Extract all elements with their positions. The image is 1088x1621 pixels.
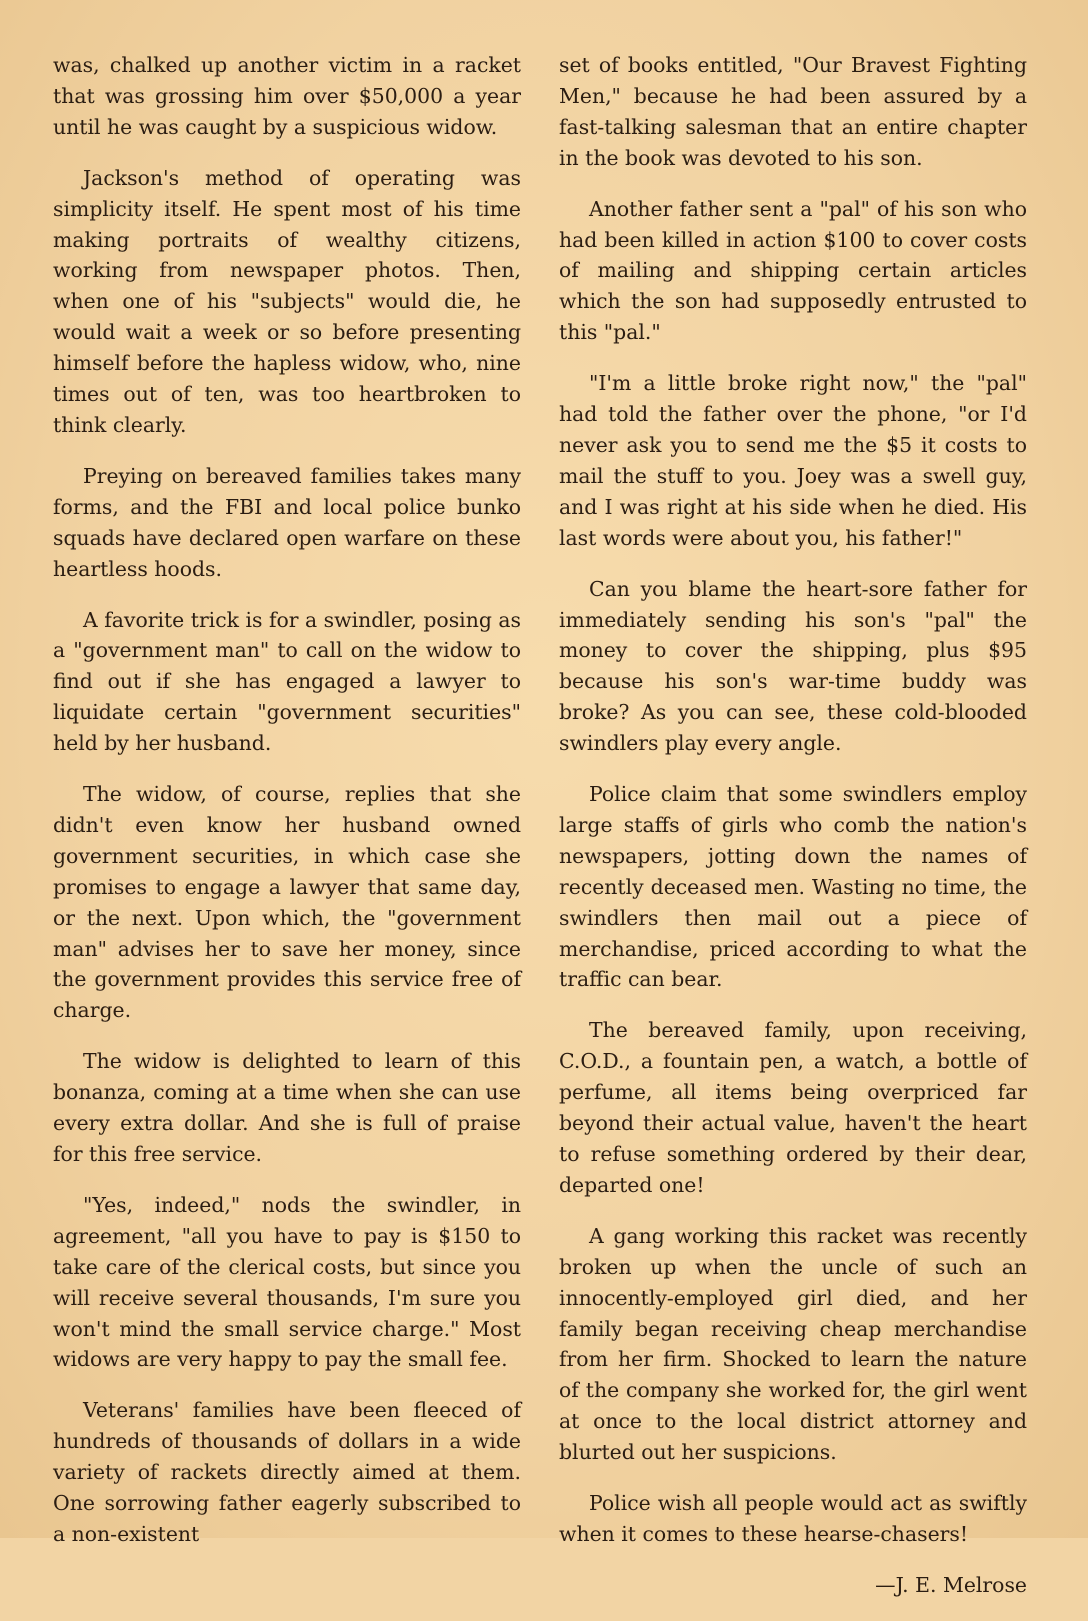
paragraph: Police wish all people would act as swiftly when it comes to these hearse-chasers!: [559, 1491, 1027, 1546]
paragraph: Another father sent a "pal" of his son who had been killed in action $100 to cover costs of mailing and shipping certain articles which the son had supposedly entrusted to this "pal.": [559, 196, 1027, 345]
paragraph: The bereaved family, upon receiving, C.O.D., a fountain pen, a watch, a bottle of perfume, all items being overpriced far beyond their actual value, haven't the heart to refuse something ordered by their dear, departed one!: [559, 1018, 1027, 1197]
paragraph: "Yes, indeed," nods the swindler, in agreement, "all you have to pay is $150 to take care of the clerical costs, but since you will receive several thousands, I'm sure you won't mind the small service charge." Most widows are very happy to pay the small fee.: [53, 1192, 521, 1372]
right-column: [559, 50, 1027, 1621]
paragraph: The widow is delighted to learn of this bonanza, coming at a time when she can use every extra dollar. And she is full of praise for this free service.: [53, 1049, 521, 1166]
paragraph: was, chalked up another victim in a racket that was grossing him over $50,000 a year until he was caught by a suspicious widow.: [53, 53, 521, 139]
author-signature: —J. E. Melrose: [875, 1572, 1027, 1597]
paragraph: Can you blame the heart-sore father for immediately sending his son's "pal" the money to cover the shipping, plus $95 because his son's war-time buddy was broke? As you can see, these cold-blooded swindlers play every angle.: [559, 576, 1027, 756]
paragraph: "I'm a little broke right now," the "pal" had told the father over the phone, "or I'd never ask you to send me the $5 it costs to mail the stuff to you. Joey was a swell guy, and I was right at his side when he died. His last words were about you, his father!": [559, 371, 1027, 550]
paragraph: A favorite trick is for a swindler, posing as a "government man" to call on the widow to find out if she has engaged a lawyer to liquidate certain "government securities" held by her husband.: [53, 607, 521, 756]
paragraph: Preying on bereaved families takes many forms, and the FBI and local police bunko squads have declared open warfare on these heartless hoods.: [53, 463, 521, 581]
paragraph: Jackson's method of operating was simplicity itself. He spent most of his time making portraits of wealthy citizens, working from newspaper photos. Then, when one of his "subjects" would die, he would wait a week or so before presenting himself before the hapless widow, who, nine times out of ten, was too heartbroken to think clearly.: [53, 165, 521, 437]
left-column: [53, 50, 521, 1570]
paragraph: The widow, of course, replies that she didn't even know her husband owned government securities, in which case she promises to engage a lawyer that same day, or the next. Upon which, the "government man" advises her to save her money, since the government provides this service free of charge.: [53, 782, 521, 1023]
paragraph: A gang working this racket was recently broken up when the uncle of such an innocently-employed girl died, and her family began receiving cheap merchandise from her firm. Shocked to learn the nature of the company she worked for, the girl went at once to the local district attorney and blurted out her suspicions.: [559, 1223, 1027, 1465]
paragraph: Police claim that some swindlers employ large staffs of girls who comb the nation's newspapers, jotting down the names of recently deceased men. Wasting no time, the swindlers then mail out a piece of merchandise, priced according to what the traffic can bear.: [559, 782, 1027, 992]
paragraph: Veterans' families have been fleeced of hundreds of thousands of dollars in a wide variety of rackets directly aimed at them. One sorrowing father eagerly subscribed to a non-existent: [53, 1398, 521, 1546]
paragraph: set of books entitled, "Our Bravest Fighting Men," because he had been assured by a fast-talking salesman that an entire chapter in the book was devoted to his son.: [559, 53, 1027, 170]
